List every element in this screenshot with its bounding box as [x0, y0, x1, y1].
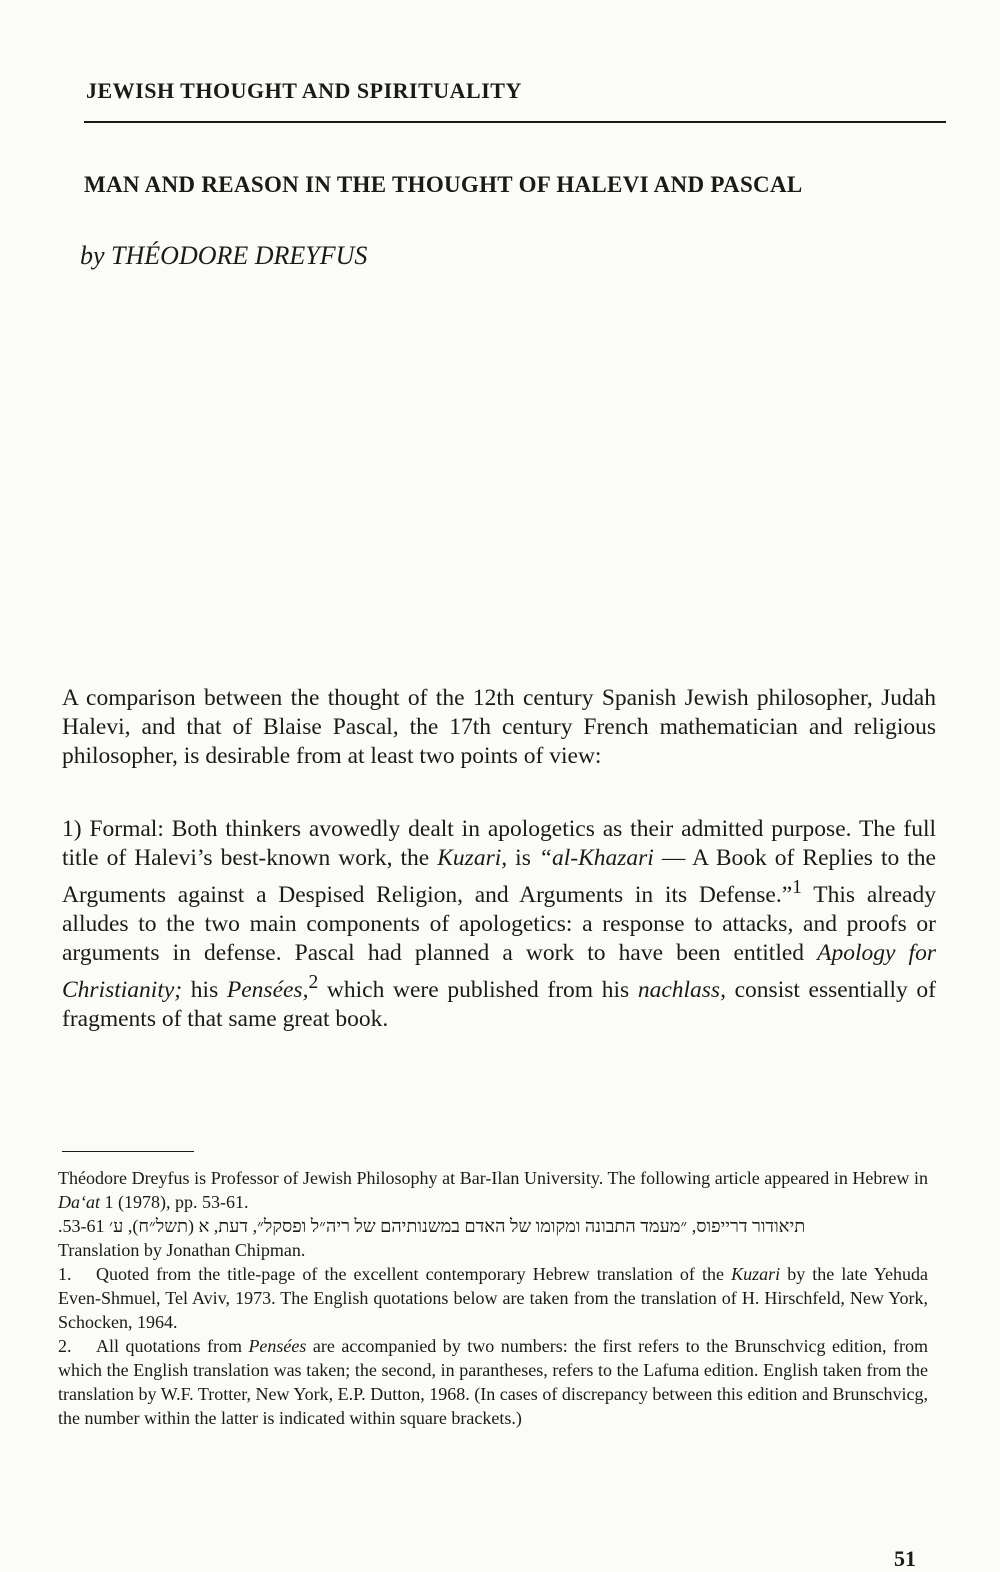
p2-text-1: 1) Formal: Both thinkers avowedly dealt in apologetics as their admitted purpose. The full title of Halevi’s best-known work, the — [62, 816, 936, 871]
footnote-1-text-1: Quoted from the title-page of the excellent contemporary Hebrew translation of the — [96, 1264, 732, 1284]
footnote-2-text-2: are accompanied by two numbers: the first refers to the Brunschvicg edition, from which the English translation was taken; the second, in parantheses, refers to the Lafuma edition. English taken from the translation by W.F. Trotter, New York, E.P. Dutton, 1968. (In cases of discrepancy between this edition and Brunschvicg, the number within the latter is indicated within square brackets.) — [58, 1336, 928, 1428]
author-note-daat: Da‘at — [58, 1192, 100, 1212]
footnote-2 — [58, 1334, 928, 1430]
p2-text-5: his — [182, 976, 227, 1003]
footnote-2-number: 2. — [58, 1336, 72, 1356]
footnotes — [58, 1166, 928, 1430]
running-head: JEWISH THOUGHT AND SPIRITUALITY — [86, 78, 522, 103]
p2-text-6: which were published from his — [318, 976, 638, 1003]
article-title: MAN AND REASON IN THE THOUGHT OF HALEVI AND PASCAL — [84, 172, 803, 197]
footnote-ref-1[interactable]: 1 — [792, 877, 802, 898]
footnote-1 — [58, 1262, 928, 1334]
article-body — [62, 684, 936, 1034]
p2-text-2: is — [507, 845, 539, 871]
byline — [80, 241, 367, 271]
body-paragraph-1: A comparison between the thought of the 12th century Spanish Jewish philosopher, Judah Halevi, and that of Blaise Pascal, the 17th century French mathematician and religious philosopher, is desirable from at least two points of view: — [62, 685, 936, 769]
footnote-2-pensees: Pensées — [248, 1336, 307, 1356]
p2-pensees-title: Pensées, — [226, 976, 309, 1003]
author-note-text-1: Théodore Dreyfus is Professor of Jewish Philosophy at Bar-Ilan University. The following article appeared in Hebrew in — [58, 1168, 928, 1188]
author-note-hebrew-citation: תיאודור דרייפוס, ״מעמד התבונה ומקומו של האדם במשנותיהם של ריה״ל ופסקל״, דעת, א (תשל״ח), ע׳ 53-61. — [58, 1216, 806, 1236]
footnote-1-number: 1. — [58, 1264, 72, 1284]
p2-text-4: This already alludes to the two main components of apologetics: a response to attacks, and proofs or arguments in defense. Pascal had planned a work to have been entitled — [62, 881, 936, 966]
translation-credit: Translation by Jonathan Chipman. — [58, 1240, 306, 1260]
footnote-2-text-1: All quotations from — [96, 1336, 249, 1356]
footnote-1-text-2: by the late Yehuda Even-Shmuel, Tel Aviv, 1973. The English quotations below are taken from the translation of H. Hirschfeld, New York, Schocken, 1964. — [58, 1264, 928, 1332]
footnote-separator — [62, 1151, 194, 1152]
author-note — [58, 1166, 928, 1238]
p2-nachlass-term: nachlass, — [637, 976, 726, 1003]
footnote-ref-2[interactable]: 2 — [308, 971, 319, 993]
author-note-text-2: 1 (1978), pp. 53-61. — [100, 1192, 249, 1212]
page-number: 51 — [894, 1546, 916, 1571]
byline-prefix: by — [80, 241, 105, 270]
author-name: THÉODORE DREYFUS — [111, 241, 368, 270]
p2-kuzari-title: Kuzari, — [437, 845, 508, 871]
running-head-rule — [84, 121, 946, 123]
footnote-1-kuzari: Kuzari — [731, 1264, 781, 1284]
p2-text-3: — A Book of Replies to the Arguments against a Despised Religion, and Arguments in its Defense.” — [62, 845, 936, 908]
body-paragraph-2 — [62, 815, 936, 1034]
p2-text-7: consist essentially of fragments of that same great book. — [62, 976, 937, 1032]
p2-al-khazari-title: “al-Khazari — [538, 845, 654, 871]
p2-apology-title: Apology for Christianity; — [62, 939, 936, 1003]
